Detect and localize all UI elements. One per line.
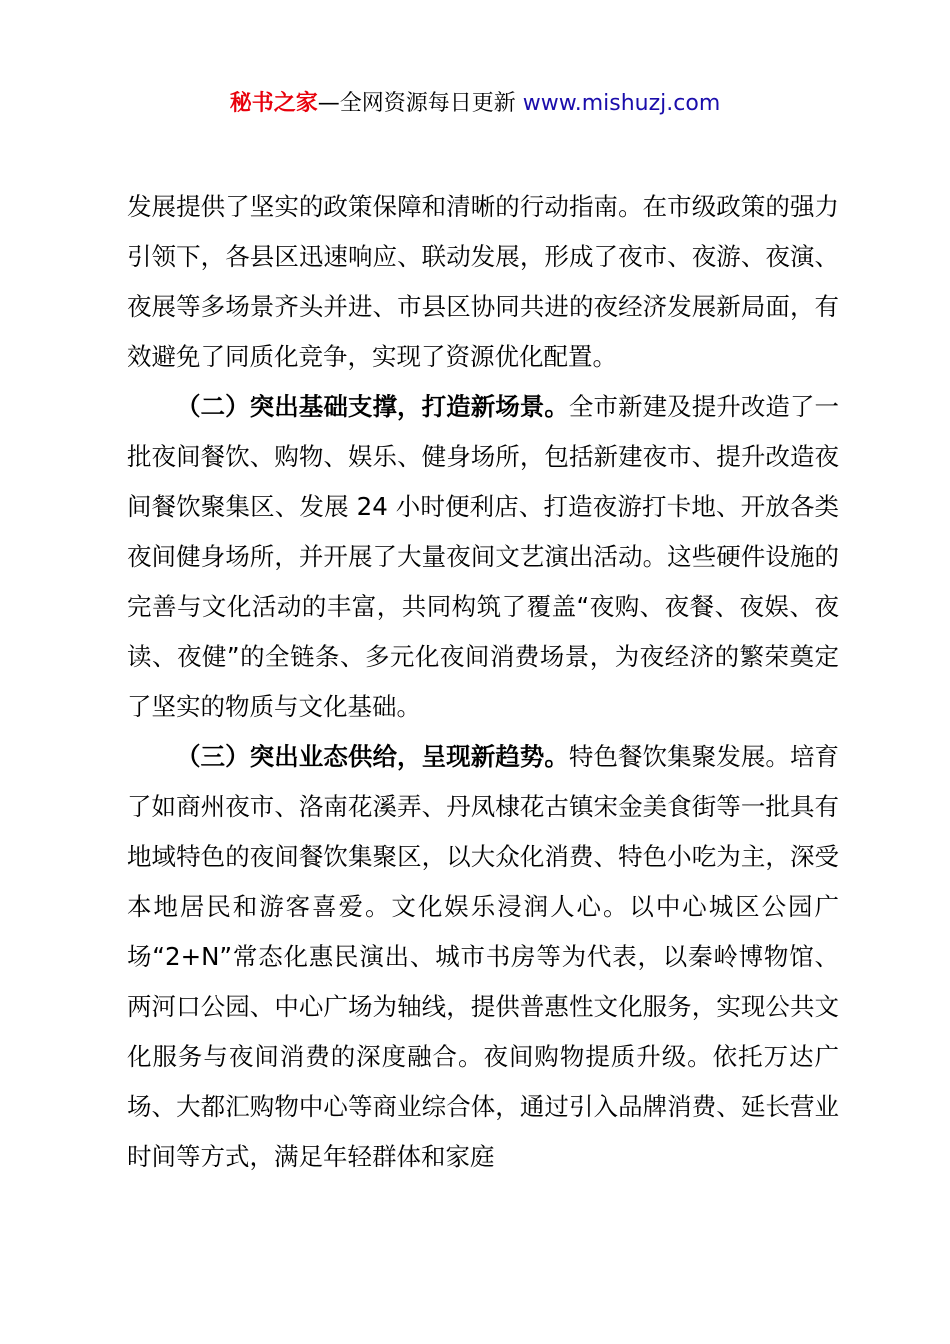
brand-name: 秘书之家: [229, 91, 318, 116]
paragraph-2-text: 全市新建及提升改造了一批夜间餐饮、购物、娱乐、健身场所，包括新建夜市、提升改造夜间餐饮聚集区、发展 24 小时便利店、打造夜游打卡地、开放各类夜间健身场所，并开展了大量夜间文艺演出活动。这些硬件设施的完善与文化活动的丰富，共同构筑了覆盖“夜购、夜餐、夜娱、夜读、夜健”的全链条、多元化夜间消费场景，为夜经济的繁荣奠定了坚实的物质与文化基础。: [127, 392, 839, 721]
paragraph-3-text: 特色餐饮集聚发展。培育了如商州夜市、洛南花溪弄、丹凤棣花古镇宋金美食街等一批具有地域特色的夜间餐饮集聚区，以大众化消费、特色小吃为主，深受本地居民和游客喜爱。文化娱乐浸润人心。以中心城区公园广场“2+N”常态化惠民演出、城市书房等为代表，以秦岭博物馆、两河口公园、中心广场为轴线，提供普惠性文化服务，实现公共文化服务与夜间消费的深度融合。夜间购物提质升级。依托万达广场、大都汇购物中心等商业综合体，通过引入品牌消费、延长营业时间等方式，满足年轻群体和家庭: [127, 742, 839, 1171]
section-heading-2: （二）突出基础支撑，打造新场景。: [176, 392, 569, 421]
paragraph-3: [127, 732, 839, 1182]
header-slogan: —全网资源每日更新: [317, 91, 523, 116]
section-heading-3: （三）突出业态供给，呈现新趋势。: [176, 742, 569, 771]
paragraph-2: [127, 382, 839, 732]
site-url-link[interactable]: www.mishuzj.com: [522, 91, 721, 116]
paragraph-1: [127, 182, 839, 382]
site-header: [0, 86, 950, 122]
document-body: [127, 182, 839, 1182]
paragraph-1-text: 发展提供了坚实的政策保障和清晰的行动指南。在市级政策的强力引领下，各县区迅速响应、联动发展，形成了夜市、夜游、夜演、夜展等多场景齐头并进、市县区协同共进的夜经济发展新局面，有效避免了同质化竞争，实现了资源优化配置。: [127, 192, 839, 371]
